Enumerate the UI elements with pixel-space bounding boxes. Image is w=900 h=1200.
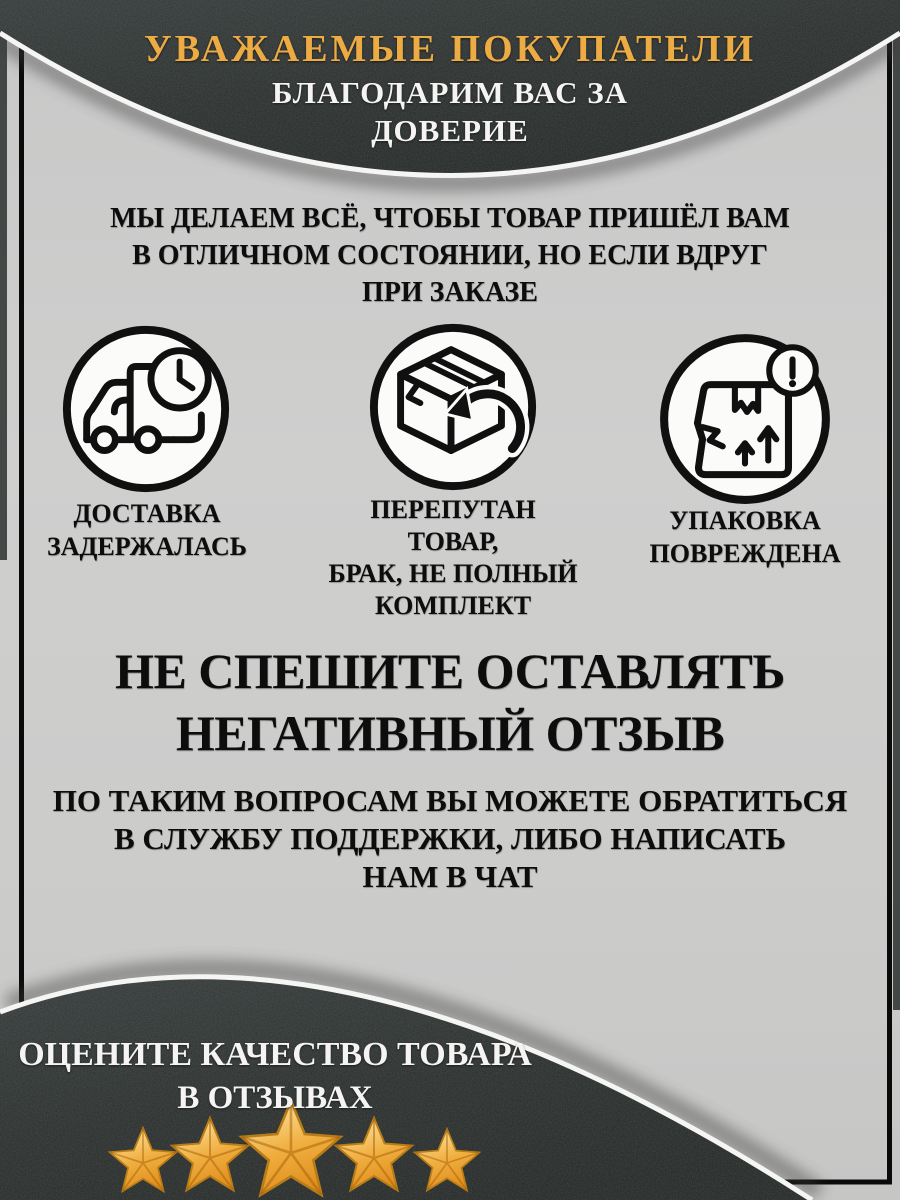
page-title: УВАЖАЕМЫЕ ПОКУПАТЕЛИ xyxy=(143,28,757,70)
delivery-truck-clock-icon xyxy=(57,320,235,498)
footer-line1: ОЦЕНИТЕ КАЧЕСТВО ТОВАРА xyxy=(18,1036,532,1073)
intro-line2: В ОТЛИЧНОМ СОСТОЯНИИ, НО ЕСЛИ ВДРУГ xyxy=(132,240,768,271)
issue-label-line: ДОСТАВКА xyxy=(73,499,221,528)
support-line1: ПО ТАКИМ ВОПРОСАМ ВЫ МОЖЕТЕ ОБРАТИТЬСЯ xyxy=(52,783,848,818)
warning-line1: НЕ СПЕШИТЕ ОСТАВЛЯТЬ xyxy=(115,643,785,699)
issue-label-delivery xyxy=(22,497,272,563)
issue-label-damaged-packaging xyxy=(620,504,870,570)
box-return-arrow-icon xyxy=(364,318,542,496)
issue-label-line: КОМПЛЕКТ xyxy=(374,591,532,620)
footer-line2: В ОТЗЫВАХ xyxy=(177,1080,373,1116)
header-subtitle-line1: БЛАГОДАРИМ ВАС ЗА xyxy=(272,75,628,110)
support-line3: НАМ В ЧАТ xyxy=(362,859,538,894)
issue-label-line: БРАК, НЕ ПОЛНЫЙ xyxy=(328,559,578,588)
intro-line1: МЫ ДЕЛАЕМ ВСЁ, ЧТОБЫ ТОВАР ПРИШЁЛ ВАМ xyxy=(110,203,790,234)
issue-label-line: ПЕРЕПУТАН ТОВАР, xyxy=(370,495,536,556)
warning-heading xyxy=(0,640,900,764)
header-subtitle-line2: ДОВЕРИЕ xyxy=(371,113,529,148)
support-line2: В СЛУЖБУ ПОДДЕРЖКИ, ЛИБО НАПИСАТЬ xyxy=(113,821,787,856)
damaged-package-icon xyxy=(654,326,836,508)
issue-label-line: УПАКОВКА xyxy=(669,506,821,535)
support-text xyxy=(0,782,900,896)
intro-text xyxy=(0,200,900,311)
intro-line3: ПРИ ЗАКАЗЕ xyxy=(362,277,538,308)
issue-label-line: ПОВРЕЖДЕНА xyxy=(649,539,841,568)
issue-label-wrong-item xyxy=(328,494,578,622)
warning-line2: НЕГАТИВНЫЙ ОТЗЫВ xyxy=(175,705,725,761)
issue-label-line: ЗАДЕРЖАЛАСЬ xyxy=(46,532,247,561)
